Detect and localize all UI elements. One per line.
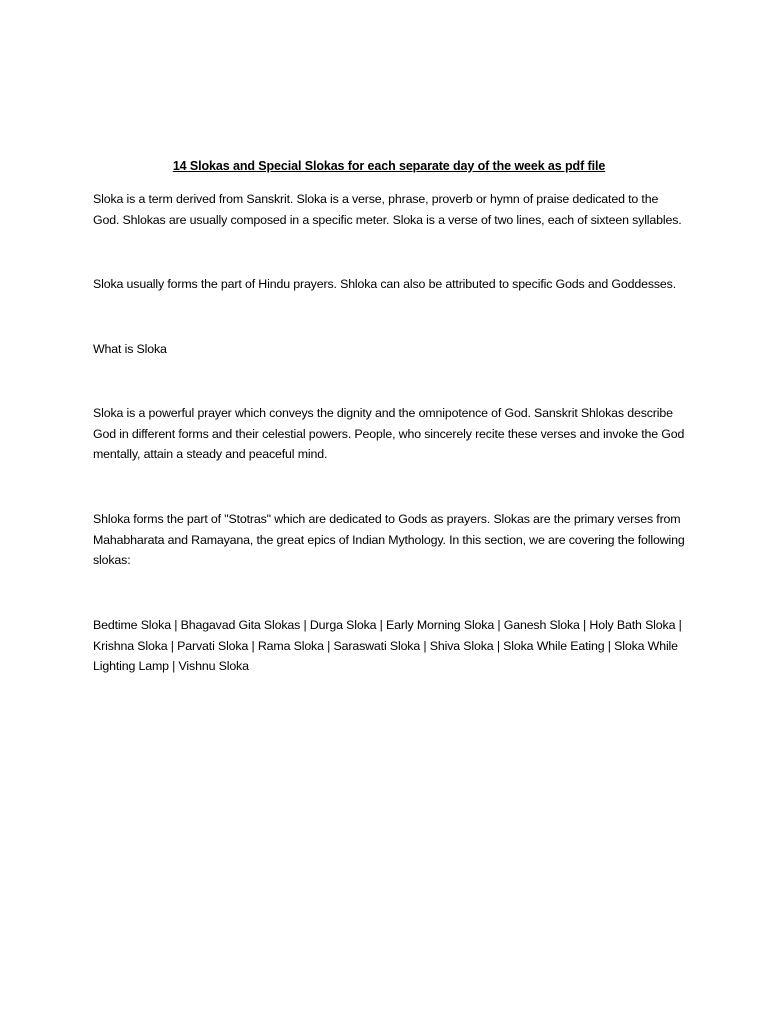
paragraph-powerful-prayer: Sloka is a powerful prayer which conveys the dignity and the omnipotence of God. Sanskrit Shlokas describe God in different forms and their celestial powers. People, who sincerely recite these verses and invoke the God mentally, attain a steady and peaceful mind. bbox=[93, 405, 685, 462]
section-heading-what-is-sloka: What is Sloka bbox=[93, 342, 167, 357]
paragraph-sloka-list: Bedtime Sloka | Bhagavad Gita Slokas | Durga Sloka | Early Morning Sloka | Ganesh Sloka | Holy Bath Sloka | Krishna Sloka | Parvati Sloka | Rama Sloka | Saraswati Sloka | Shiva Sloka | Sloka While Eating | Sloka While Lighting Lamp | Vishnu Sloka bbox=[93, 618, 682, 674]
document-body bbox=[93, 156, 685, 677]
document-title: 14 Slokas and Special Slokas for each separate day of the week as pdf file bbox=[172, 159, 606, 173]
paragraph-hindu-prayers: Sloka usually forms the part of Hindu prayers. Shloka can also be attributed to specific Gods and Goddesses. bbox=[93, 277, 677, 292]
paragraph-sloka-definition: Sloka is a term derived from Sanskrit. Sloka is a verse, phrase, proverb or hymn of praise dedicated to the God. Shlokas are usually composed in a specific meter. Sloka is a verse of two lines, each of sixteen syllables. bbox=[93, 192, 682, 227]
paragraph-stotras: Shloka forms the part of "Stotras" which are dedicated to Gods as prayers. Slokas are the primary verses from Mahabharata and Ramayana, the great epics of Indian Mythology. In this section, we are covering the following slokas: bbox=[93, 511, 685, 568]
